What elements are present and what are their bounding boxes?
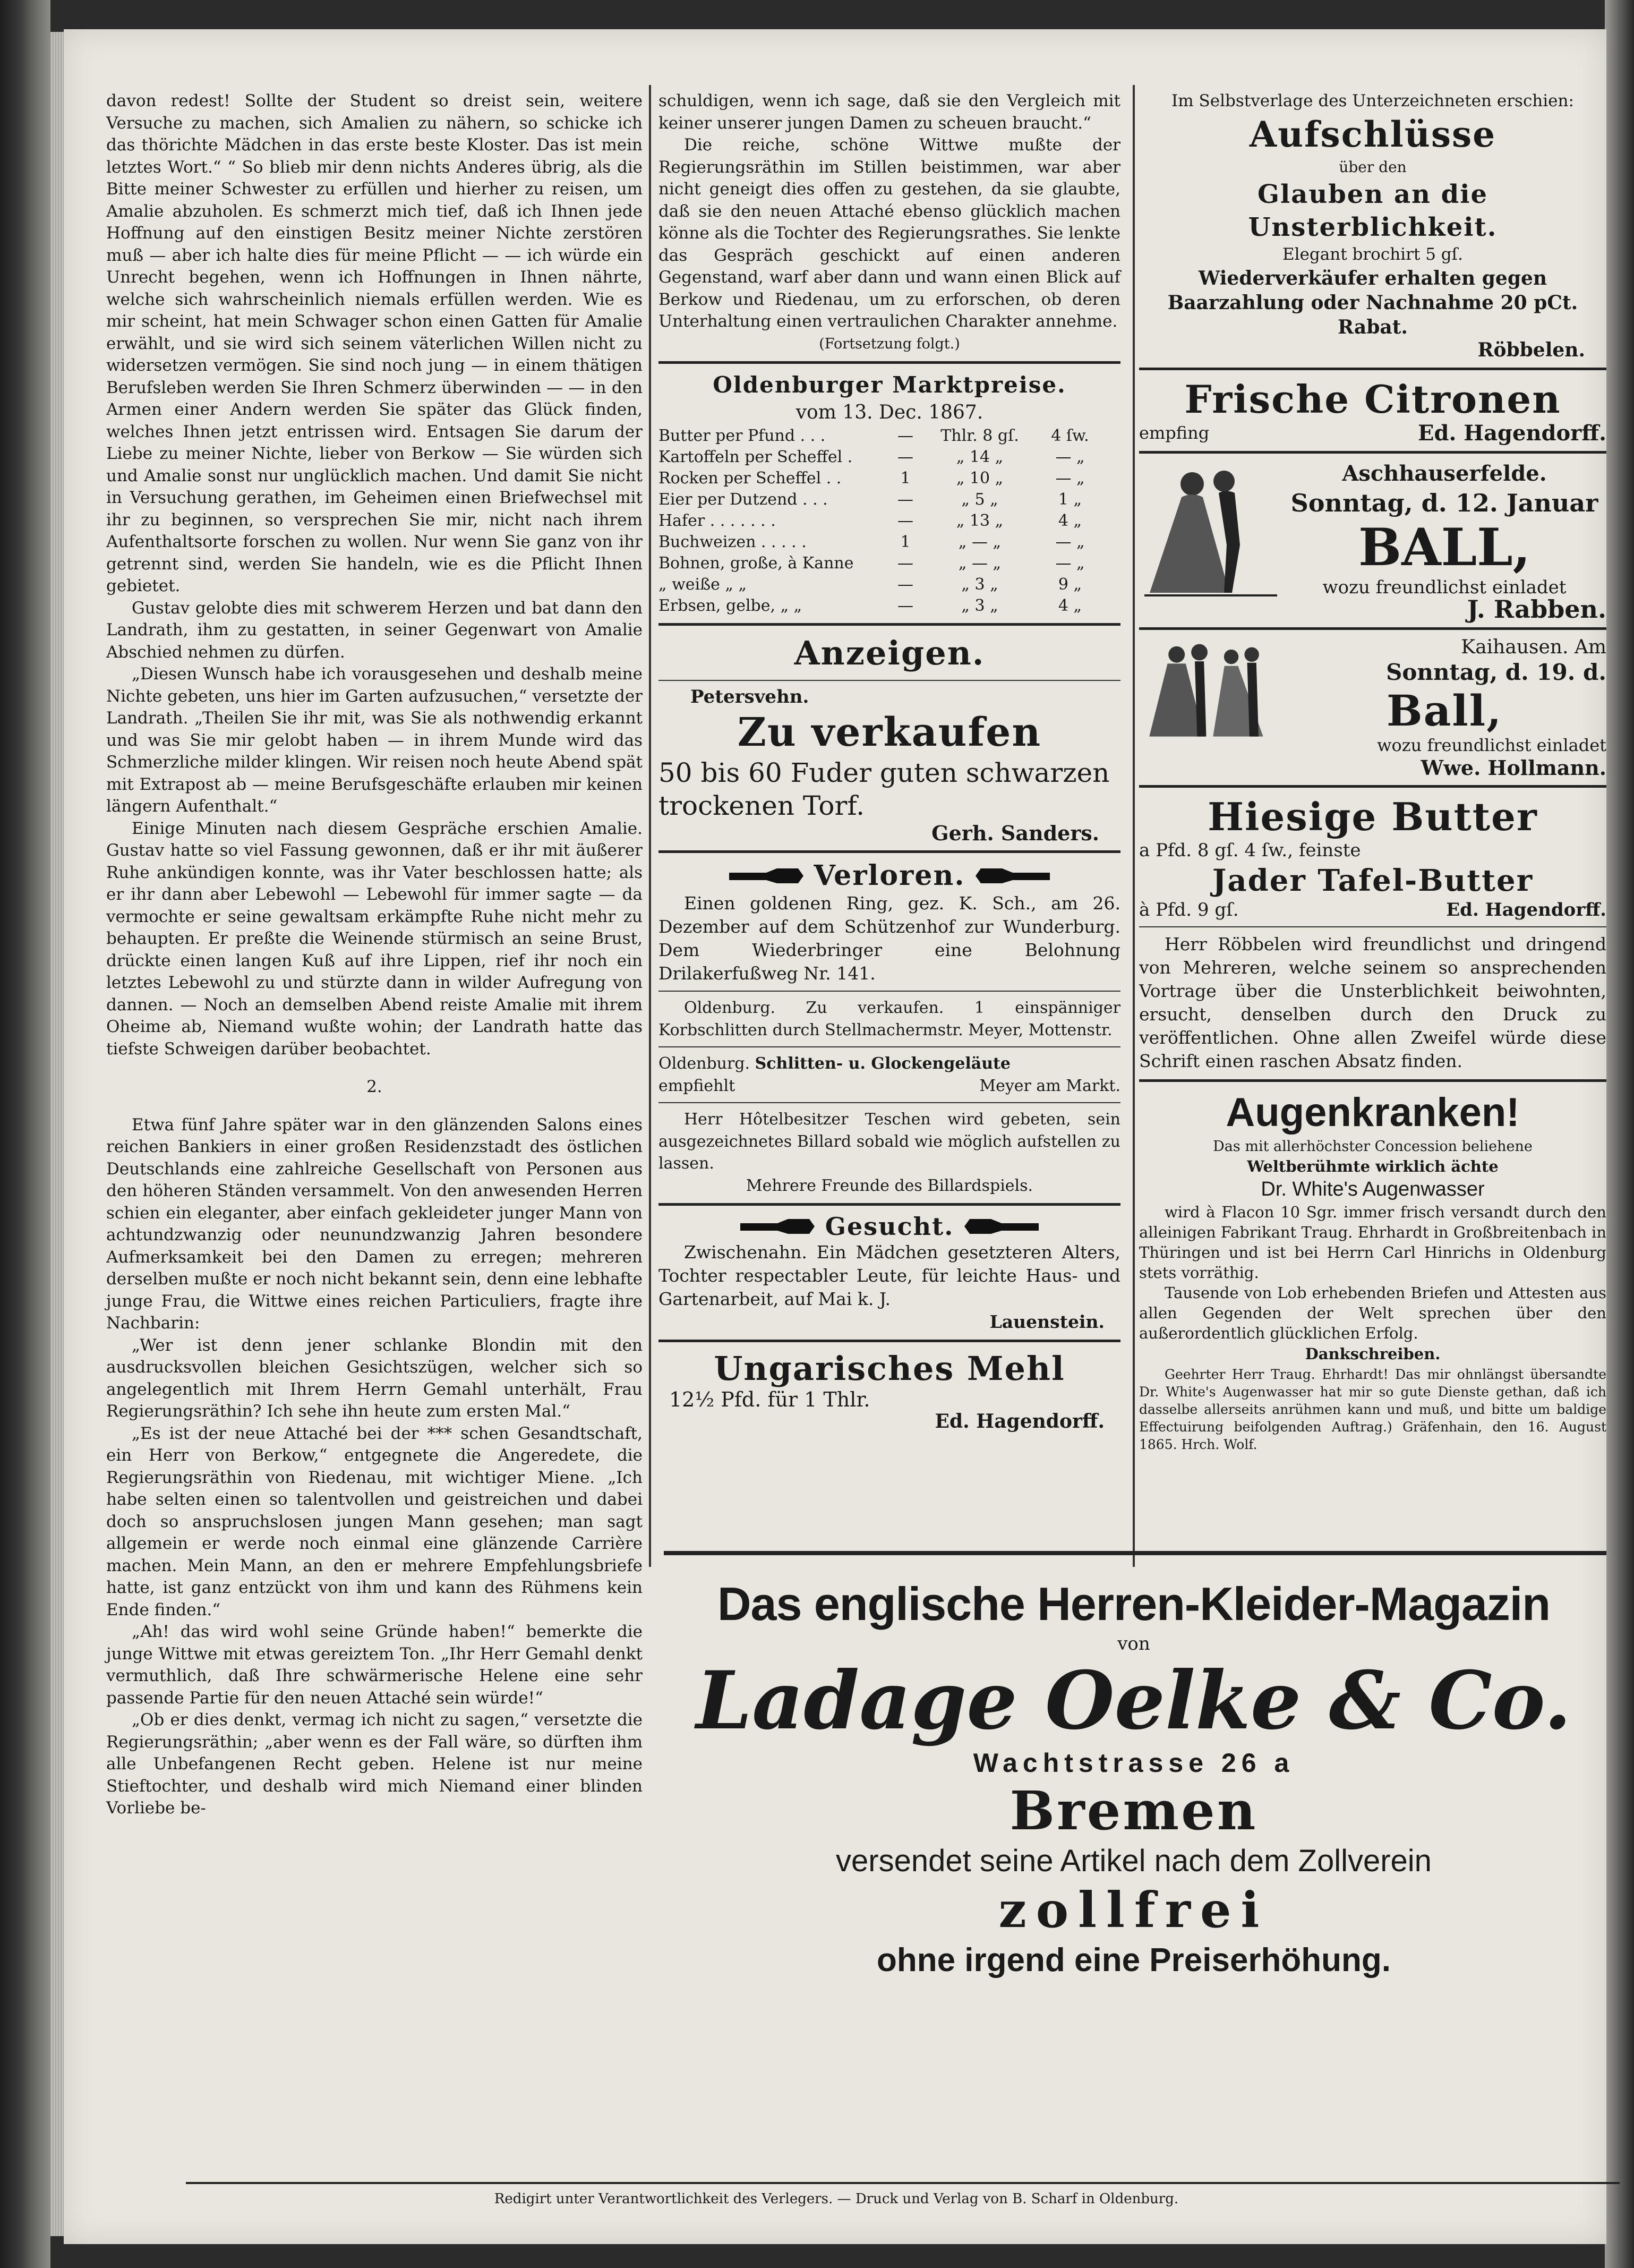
- price-cell: 4 „: [1058, 596, 1082, 615]
- divider: [658, 623, 1120, 626]
- ad-text: Zwischenahn. Ein Mädchen gesetzteren Alters, Tochter respectabler Leute, für leichte Haus- und Gartenarbeit, auf Mai k. J.: [658, 1242, 1120, 1309]
- price-cell: Thlr. 8 gſ.: [940, 427, 1019, 445]
- ad-text: Im Selbstverlage des Unterzeichneten erschien:: [1171, 91, 1574, 110]
- ad-text: empfing: [1139, 423, 1210, 443]
- price-cell: „ 13 „: [956, 511, 1004, 530]
- ad-title-schlitten: Schlitten- u. Glockengeläute: [755, 1054, 1011, 1073]
- price-cell: Butter per Pfund . . .: [658, 427, 826, 445]
- ad-text: empfiehlt: [658, 1076, 735, 1095]
- right-page-edge: [1605, 0, 1634, 2268]
- price-cell: — „: [1055, 469, 1085, 488]
- pointing-hand-right-icon: [729, 866, 803, 885]
- price-row: [658, 425, 1120, 447]
- banner-headline: Das englische Herren-Kleider-Magazin: [717, 1578, 1551, 1630]
- ad-title-verloren: Verloren.: [814, 859, 965, 892]
- divider: [658, 1046, 1120, 1047]
- ad-date: Sonntag, d. 19. d.: [1386, 659, 1606, 685]
- price-cell: —: [897, 575, 913, 594]
- ad-title-ball: Ball,: [1386, 686, 1503, 736]
- ad-text: Das mit allerhöchster Concession beliehene: [1213, 1138, 1533, 1155]
- price-cell: „ 3 „: [961, 575, 998, 594]
- ad-signature: Wwe. Hollmann.: [1421, 755, 1606, 780]
- price-cell: —: [897, 490, 913, 509]
- ad-place: Aschhauserfelde.: [1342, 461, 1547, 486]
- ad-place: Petersvehn.: [690, 686, 809, 707]
- price-cell: Hafer . . . . . . .: [658, 511, 776, 530]
- ad-text: wozu freundlichst einladet: [1377, 735, 1606, 755]
- ad-text: Oldenburg. Zu verkaufen. 1 einspänniger Korbschlitten durch Stellmachermstr. Meyer, Mottenstr.: [658, 999, 1120, 1039]
- divider: [1139, 785, 1606, 788]
- ad-text: Wiederverkäufer erhalten gegen Baarzahlung oder Nachnahme 20 pCt. Rabat.: [1167, 267, 1578, 338]
- ad-title-ball: BALL,: [1358, 517, 1531, 577]
- price-row: [658, 574, 1120, 595]
- ad-signature: Ed. Hagendorff.: [935, 1410, 1105, 1433]
- price-cell: —: [897, 511, 913, 530]
- price-cell: —: [897, 554, 913, 573]
- story-paragraph: Einige Minuten nach diesem Gespräche erschien Amalie. Gustav hatte so viel Fassung gewonnen, daß er ihr mit äußerer Ruhe ankündigen konnte, was ihr Vater beschlossen hatte; als er ihr dann aber Lebewohl — Lebewohl für immer sagte — da vermochte er seine gewaltsam erkämpfte Ruhe nicht mehr zu behaupten. Er preßte die Weinende stürmisch an seine Brust, drückte einen langen Kuß auf ihre Lippen, rief ihr noch ein letztes Lebewohl zu und stürzte dann in wilder Aufregung von dannen. — Noch an demselben Abend reiste Amalie mit ihrem Oheime ab, Niemand wußte wohin; der Landrath hatte das tiefste Schweigen darüber beobachtet.: [106, 818, 643, 1059]
- ad-text: Weltberühmte wirklich ächte: [1247, 1157, 1499, 1175]
- imprint-footer: Redigirt unter Verantwortlichkeit des Verlegers. — Druck und Verlag von B. Scharf in Oldenburg.: [494, 2191, 1179, 2207]
- story-paragraph: schuldigen, wenn ich sage, daß sie den Vergleich mit keiner unserer jungen Damen zu scheuen braucht.“: [658, 91, 1120, 133]
- ad-signature: Mehrere Freunde des Billardspiels.: [746, 1176, 1033, 1195]
- price-cell: 1 „: [1058, 490, 1082, 509]
- ad-text: wozu freundlichst einladet: [1322, 576, 1567, 598]
- story-paragraph: „Ah! das wird wohl seine Gründe haben!“ bemerkte die junge Wittwe mit etwas gereiztem Ton. „Ihr Herr Gemahl denkt vermuthlich, daß Ihre schwärmerische Helene eine sehr passende Partie für den neuen Attaché sein würde!“: [106, 1622, 643, 1708]
- ad-title-gesucht: Gesucht.: [825, 1212, 954, 1241]
- divider: [658, 680, 1120, 681]
- ad-text: a Pfd. 8 gſ. 4 ſw., feinste: [1139, 840, 1361, 861]
- price-row: [658, 553, 1120, 574]
- ad-text: über den: [1339, 158, 1407, 176]
- market-title: Oldenburger Marktpreise.: [713, 372, 1066, 398]
- price-cell: — „: [1055, 533, 1085, 551]
- market-date: vom 13. Dec. 1867.: [795, 402, 983, 423]
- price-row: [658, 510, 1120, 532]
- price-cell: Buchweizen . . . . .: [658, 533, 807, 551]
- ad-signature: Röbbelen.: [1477, 338, 1585, 361]
- dancing-couples-illustration: [1139, 636, 1282, 764]
- ad-signature: Meyer am Markt.: [979, 1076, 1120, 1095]
- price-cell: „ 3 „: [961, 596, 998, 615]
- price-cell: — „: [1055, 448, 1085, 466]
- price-cell: 9 „: [1058, 575, 1082, 594]
- market-price-table: [658, 425, 1120, 617]
- dancing-couple-illustration: [1139, 460, 1282, 609]
- divider: [1139, 926, 1606, 927]
- ad-title-citronen: Frische Citronen: [1184, 377, 1561, 422]
- price-cell: —: [897, 448, 913, 466]
- divider: [658, 1203, 1120, 1206]
- price-row: [658, 595, 1120, 617]
- price-cell: —: [897, 596, 913, 615]
- ad-signature: Ed. Hagendorff.: [1446, 899, 1606, 920]
- banner-text: ohne irgend eine Preiserhöhung.: [876, 1941, 1391, 1979]
- price-cell: „ weiße „ „: [658, 575, 747, 594]
- ad-date: Sonntag, d. 12. Januar: [1290, 488, 1598, 517]
- ad-title-tafel-butter: Jader Tafel-Butter: [1212, 863, 1534, 898]
- price-cell: 4 „: [1058, 511, 1082, 530]
- ball-ad-2: [1139, 636, 1606, 779]
- pointing-hand-left-icon: [964, 1217, 1039, 1236]
- divider: [658, 1102, 1120, 1103]
- ad-text: Herr Röbbelen wird freundlichst und dringend von Mehreren, welche seinem so ansprechenden Vortrage über die Unsterblichkeit beiwohnten, ersucht, denselben durch den Druck zu veröffentlichen. Ohne allen Zweifel würde diese Schrift einen raschen Absatz finden.: [1139, 934, 1606, 1071]
- column-rule-2: [1133, 85, 1135, 1567]
- price-cell: 1: [900, 469, 911, 488]
- banner-text: versendet seine Artikel nach dem Zollverein: [836, 1843, 1432, 1878]
- ad-title-ungarisches-mehl: Ungarisches Mehl: [714, 1349, 1065, 1388]
- ad-text: wird à Flacon 10 Sgr. immer frisch versandt durch den alleinigen Fabrikant Traug. Ehrhardt in Großbreitenbach in Thüringen und ist bei Herrn Carl Hinrichs in Oldenburg stets vorräthig.: [1139, 1203, 1606, 1282]
- divider: [1139, 368, 1606, 370]
- price-cell: „ 14 „: [956, 448, 1004, 466]
- story-paragraph: „Diesen Wunsch habe ich vorausgesehen und deshalb meine Nichte gebeten, uns hier im Garten aufzusuchen,“ versetzte der Landrath. „Theilen Sie ihr mit, was Sie als nothwendig erkannt und was Sie mir gelobt haben — in ihrem Munde wird das Schmerzliche milder klingen. Wir reisen noch heute Abend spät mit Extrapost ab — meine Berufsgeschäfte erlauben mir keinen längern Aufenthalt.“: [106, 664, 643, 816]
- banner-advertisement: [664, 1564, 1604, 1982]
- ads-heading: Anzeigen.: [794, 634, 985, 672]
- ad-signature: Lauenstein.: [989, 1311, 1105, 1332]
- price-cell: „ — „: [958, 554, 1002, 573]
- divider: [658, 361, 1120, 364]
- divider: [658, 991, 1120, 992]
- price-cell: — „: [1055, 554, 1085, 573]
- page-edges: [50, 32, 65, 2236]
- price-row: [658, 489, 1120, 510]
- ad-place: Kaihausen. Am: [1461, 636, 1606, 658]
- ad-text: Tausende von Lob erhebenden Briefen und Attesten aus allen Gegenden der Welt sprechen über den außerordentlich glücklichen Erfolg.: [1139, 1284, 1606, 1342]
- story-paragraph: „Ob er dies denkt, vermag ich nicht zu sagen,“ versetzte die Regierungsräthin; „aber wenn es der Fall wäre, so dürften ihm alle Unbefangenen Recht geben. Helene ist nur meine Stieftochter, und deshalb wird mich Niemand einer blinden Vorliebe be-: [106, 1710, 643, 1818]
- divider: [1139, 451, 1606, 454]
- ad-text: Dr. White's Augenwasser: [1261, 1178, 1485, 1200]
- ball-ad-1: [1139, 460, 1606, 624]
- ad-subtitle: Dankschreiben.: [1305, 1345, 1441, 1363]
- divider: [658, 1340, 1120, 1342]
- pointing-hand-right-icon: [740, 1217, 815, 1236]
- price-cell: „ 10 „: [956, 469, 1004, 488]
- banner-top-rule: [664, 1551, 1606, 1555]
- footer-rule: [186, 2182, 1620, 2184]
- ad-text: Einen goldenen Ring, gez. K. Sch., am 26. Dezember auf dem Schützenhof zur Wunderburg. Dem Wiederbringer eine Belohnung Drilakerfußweg Nr. 141.: [658, 893, 1120, 984]
- ad-place: Oldenburg.: [658, 1054, 750, 1073]
- pointing-hand-left-icon: [976, 866, 1050, 885]
- ad-text: Elegant brochirt 5 gſ.: [1282, 245, 1463, 264]
- banner-zollfrei: zollfrei: [998, 1881, 1269, 1939]
- ad-signature: Gerh. Sanders.: [931, 821, 1099, 845]
- price-cell: 4 ſw.: [1051, 427, 1089, 445]
- ad-text: 50 bis 60 Fuder guten schwarzen trockenen Torf.: [658, 757, 1110, 821]
- story-paragraph: Etwa fünf Jahre später war in den glänzenden Salons eines reichen Bankiers in einer großen Residenzstadt des östlichen Deutschlands eine zahlreiche Gesellschaft von Personen aus den höheren Ständen versammelt. Von den anwesenden Herren schien ein eleganter, aber einfach gekleideter junger Mann von achtundzwanzig oder neunundzwanzig Jahren besondere Aufmerksamkeit bei den Damen zu erregen; mehreren derselben mußte er noch nicht bekannt sein, denn eine lebhafte junge Frau, die Wittwe eines reichen Particuliers, fragte ihre Nachbarin:: [106, 1115, 643, 1333]
- story-paragraph: „Wer ist denn jener schlanke Blondin mit den ausdrucksvollen bleichen Gesichtszügen, welcher sich so angelegentlich mit Ihrem Herrn Gemahl unterhält, Frau Regierungsräthin? Ich sehe ihn heute zum ersten Mal.“: [106, 1335, 643, 1421]
- ad-letter: Geehrter Herr Traug. Ehrhardt! Das mir ohnlängst übersandte Dr. White's Augenwasser hat mir so gute Dienste gethan, daß ich dasselbe allerseits anrühmen kann und muß, und bitte um baldige Effectuirung beifolgenden Auftrag.) Gräfenhain, den 16. August 1865. Hrch. Wolf.: [1139, 1366, 1606, 1452]
- ad-title-aufschluesse: Aufschlüsse: [1249, 113, 1496, 155]
- price-row: [658, 468, 1120, 489]
- price-cell: —: [897, 427, 913, 445]
- banner-text: von: [1117, 1633, 1150, 1655]
- price-cell: „ 5 „: [961, 490, 998, 509]
- price-row: [658, 532, 1120, 553]
- price-cell: „ — „: [958, 533, 1002, 551]
- divider: [1139, 1079, 1606, 1082]
- story-paragraph: Die reiche, schöne Wittwe mußte der Regierungsräthin im Stillen beistimmen, war aber nicht geneigt dies offen zu gestehen, da sie glaubte, daß sie den neuen Attaché ebenso glücklich machen könne als die Tochter des Regierungsrathes. Sie lenkte das Gespräch geschickt auf einen anderen Gegenstand, warf aber dann und wann einen Blick auf Berkow und Riedenau, um zu erforschen, ob deren Unterhaltung einen vertraulichen Charakter annehme.: [658, 135, 1120, 331]
- book-spine: [0, 0, 50, 2268]
- story-paragraph: davon redest! Sollte der Student so dreist sein, weitere Versuche zu machen, sich Amalien zu nähern, so schicke ich das thörichte Mädchen in das erste beste Kloster. Das ist mein letztes Wort.“ “ So blieb mir denn nichts Anderes übrig, als die Bitte meiner Schwester zu erfüllen und hierher zu reisen, um Amalie abzuholen. Es schmerzt mich tief, daß ich Ihnen jede Hoffnung auf den einstigen Besitz meiner Nichte zerstören muß — aber ich halte dies für meine Pflicht — — ich würde ein Unrecht begehen, wenn ich Hoffnungen in Ihnen nährte, welche sich wahrscheinlich niemals erfüllen werden. Wie es mir scheint, hat mein Schwager schon einen Gatten für Amalie erwählt, und sie wird sich seinem väterlichen Willen nicht zu widersetzen vermögen. Sie sind noch jung — in einem thätigen Berufsleben werden Sie Ihren Schmerz überwinden — — in den Armen einer Andern werden Sie später das Glück finden, welches Ihnen jetzt entrissen wird. Entsagen Sie darum der Liebe zu meiner Nichte, lieber von Berkow — Sie würden sich und Amalie sonst nur unglücklich machen. Und damit Sie nicht in Versuchung gerathen, im Geheimen einen Briefwechsel mit ihr zu beginnen, so versprechen Sie mir, nicht nach ihrem Aufenthaltsorte forschen zu wollen. Nur wenn Sie ganz von ihr getrennt sind, werden Sie handeln, wie es die Pflicht Ihnen gebietet.: [106, 91, 643, 595]
- middle-column: [658, 90, 1120, 1433]
- ad-title-augenkranken: Augenkranken!: [1226, 1090, 1520, 1135]
- ad-heading-row: [658, 1212, 1120, 1241]
- ad-heading-row: [658, 859, 1120, 892]
- ad-title-zu-verkaufen: Zu verkaufen: [737, 709, 1042, 755]
- banner-city: Bremen: [1010, 1779, 1258, 1842]
- right-ads-column: [1139, 90, 1606, 1453]
- story-paragraph: „Es ist der neue Attaché bei der *** schen Gesandtschaft, ein Herr von Berkow,“ entgegnete die Angeredete, die Regierungsräthin von Riedenau, mit wichtiger Miene. „Ich habe selten einen so talentvollen und geistreichen und dabei doch so anspruchslosen jungen Mann gesehen; man sagt allgemein er werde noch einmal eine glänzende Carrière machen. Mein Mann, an den er mehrere Empfehlungsbriefe hatte, ist ganz entzückt von ihm und kann des Rühmens kein Ende finden.“: [106, 1423, 643, 1619]
- price-row: [658, 447, 1120, 468]
- price-cell: Rocken per Scheffel . .: [658, 469, 842, 488]
- ad-signature: J. Rabben.: [1467, 595, 1606, 624]
- ad-title-glauben: Glauben an die Unsterblichkeit.: [1248, 180, 1498, 242]
- banner-address: Wachtstrasse 26 a: [973, 1747, 1295, 1778]
- ad-title-hiesige-butter: Hiesige Butter: [1208, 794, 1538, 839]
- ad-text: 12½ Pfd. für 1 Thlr.: [669, 1387, 870, 1411]
- story-column: [106, 90, 643, 1820]
- price-cell: Erbsen, gelbe, „ „: [658, 596, 802, 615]
- section-number: 2.: [366, 1077, 382, 1096]
- divider: [658, 850, 1120, 853]
- price-cell: 1: [900, 533, 911, 551]
- story-paragraph: Gustav gelobte dies mit schwerem Herzen und bat dann den Landrath, ihm zu gestatten, in seiner Gegenwart von Amalie Abschied nehmen zu dürfen.: [106, 598, 643, 662]
- ad-signature: Ed. Hagendorff.: [1418, 421, 1606, 446]
- divider: [1139, 627, 1606, 630]
- ad-text: à Pfd. 9 gſ.: [1139, 899, 1239, 920]
- price-cell: Bohnen, große, à Kanne: [658, 554, 854, 573]
- banner-company: Ladage Oelke & Co.: [696, 1653, 1572, 1747]
- continued-note: (Fortsetzung folgt.): [819, 335, 960, 352]
- price-cell: Eier per Dutzend . . .: [658, 490, 828, 509]
- column-rule-1: [649, 85, 651, 1567]
- price-cell: Kartoffeln per Scheffel .: [658, 448, 853, 466]
- ad-text: Herr Hôtelbesitzer Teschen wird gebeten, sein ausgezeichnetes Billard sobald wie möglich aufstellen zu lassen.: [658, 1110, 1120, 1173]
